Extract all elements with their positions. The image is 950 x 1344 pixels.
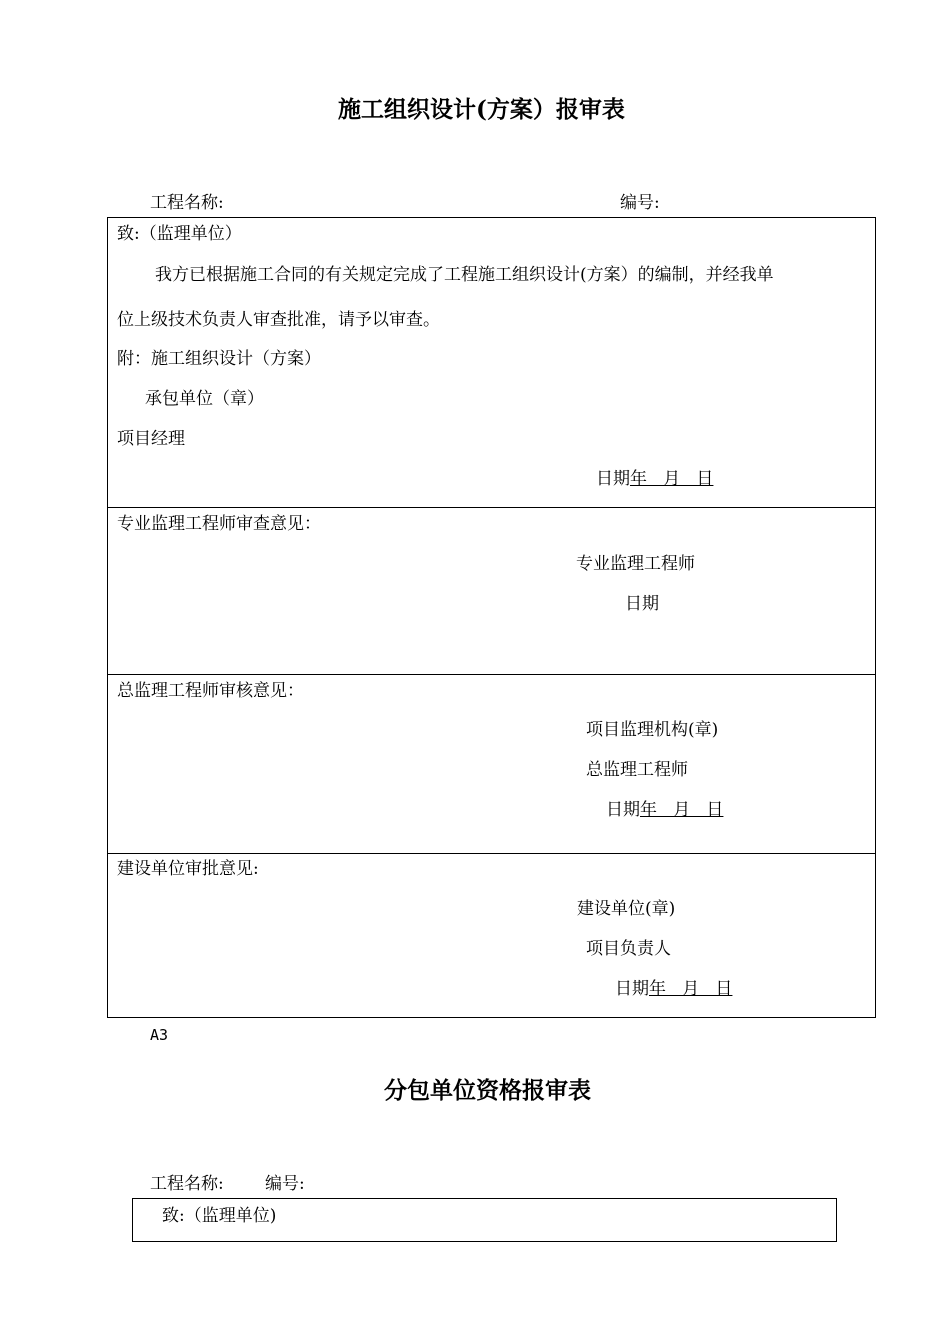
chief-engineer-label: 总监理工程师 — [586, 760, 688, 780]
project-leader-label: 项目负责人 — [586, 939, 671, 959]
row-divider — [107, 507, 876, 508]
owner-approval-heading: 建设单位审批意见: — [117, 859, 259, 879]
row-divider — [107, 853, 876, 854]
project-manager-label: 项目经理 — [117, 429, 185, 449]
date-label: 日期 — [625, 594, 659, 614]
date-label: 日期 — [596, 469, 630, 489]
date-label: 日期 — [606, 800, 640, 820]
project-name-label: 工程名称: — [150, 193, 224, 213]
date-line — [615, 979, 732, 999]
number-label: 编号: — [265, 1174, 305, 1194]
date-line — [596, 469, 713, 489]
date-fill: 年 月 日 — [630, 469, 714, 489]
submission-text-line2: 位上级技术负责人审查批准，请予以审查。 — [117, 310, 440, 330]
engineer-review-heading: 专业监理工程师审查意见： — [117, 514, 321, 534]
addressee-label: 致:（监理单位) — [162, 1206, 277, 1226]
attachment-label: 附：施工组织设计（方案） — [117, 349, 321, 369]
date-label: 日期 — [615, 979, 649, 999]
second-page-title: 分包单位资格报审表 — [384, 1077, 591, 1104]
chief-review-heading: 总监理工程师审核意见： — [117, 681, 304, 701]
submission-text-line1: 我方已根据施工合同的有关规定完成了工程施工组织设计(方案）的编制，并经我单 — [155, 265, 774, 285]
supervision-org-seal-label: 项目监理机构(章) — [586, 720, 719, 740]
contractor-seal-label: 承包单位（章） — [145, 389, 264, 409]
row-divider — [107, 674, 876, 675]
number-label: 编号: — [620, 193, 660, 213]
owner-seal-label: 建设单位(章) — [577, 899, 676, 919]
page-title: 施工组织设计(方案）报审表 — [338, 96, 625, 123]
project-name-label: 工程名称: — [150, 1174, 224, 1194]
form-code: A3 — [150, 1026, 169, 1044]
date-fill: 年 月 日 — [640, 800, 724, 820]
addressee-label: 致:（监理单位） — [117, 224, 242, 244]
form-table — [107, 217, 876, 1018]
date-fill: 年 月 日 — [649, 979, 733, 999]
engineer-signature-label: 专业监理工程师 — [576, 554, 695, 574]
date-line — [606, 800, 723, 820]
